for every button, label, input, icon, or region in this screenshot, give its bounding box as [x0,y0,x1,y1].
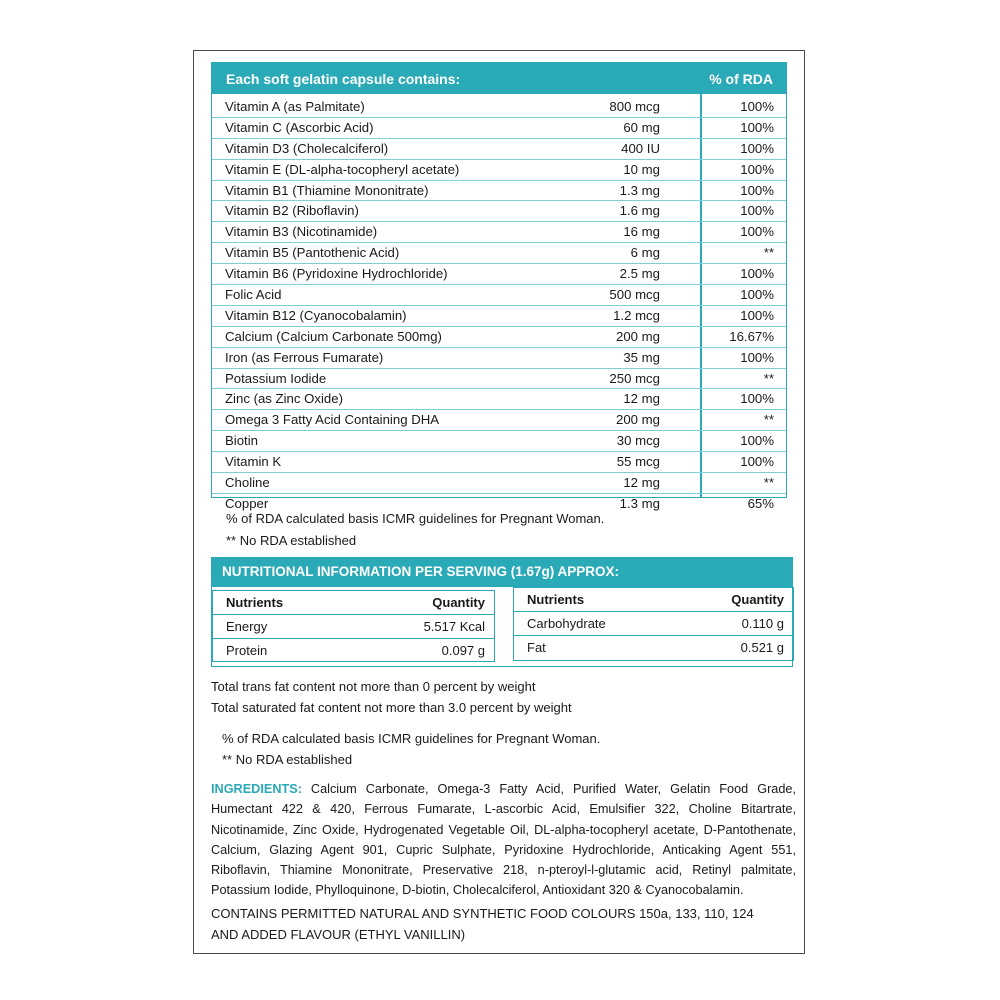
rda-percent: 100% [740,119,774,135]
nutrient-name: Iron (as Ferrous Fumarate) [225,349,384,365]
col-quantity: Quantity [731,592,784,607]
nutrient-name: Vitamin B2 (Riboflavin) [225,203,359,219]
nutrient-name: Choline [225,475,270,491]
rda-percent: 16.67% [729,328,774,344]
table-row [514,636,793,659]
nutrient-qty: 1.3 mg [619,182,660,198]
nutrient-name: Vitamin B5 (Pantothenic Acid) [225,245,400,261]
rda-note-3: % of RDA calculated basis ICMR guidelines for Pregnant Woman. [222,731,601,746]
rda-rows [212,97,786,514]
table-row [212,285,786,306]
nutrient-name: Potassium Iodide [225,370,327,386]
nutrient-qty: 0.097 g [441,643,485,658]
nutrient-name: Copper [225,495,269,511]
table-row [212,139,786,160]
rda-header-left: Each soft gelatin capsule contains: [226,71,461,87]
nutrient-qty: 2.5 mg [619,266,660,282]
nutrient-qty: 400 IU [621,140,660,156]
rda-note-1: % of RDA calculated basis ICMR guidelines for Pregnant Woman. [226,511,605,526]
table-row [514,612,793,636]
nutrient-qty: 200 mg [616,412,660,428]
nutrient-name: Vitamin K [225,454,282,470]
table-row [212,97,786,118]
nutrient-qty: 0.110 g [741,616,784,631]
table-row [514,588,793,612]
rda-percent: 100% [740,99,774,114]
rda-percent: ** [763,370,774,386]
nutrition-section [211,557,793,667]
table-row [212,410,786,431]
ingredients [211,779,796,901]
rda-header-right: % of RDA [709,71,773,87]
table-row [212,181,786,202]
rda-note-2: ** No RDA established [226,533,357,548]
nutrient-qty: 55 mcg [616,454,660,470]
nutrient-name: Folic Acid [225,287,282,303]
table-row [212,348,786,369]
table-row [213,639,494,662]
nutrient-qty: 12 mg [623,475,660,491]
col-nutrients: Nutrients [527,592,585,607]
table-row [212,160,786,181]
trans-fat-note: Total trans fat content not more than 0 percent by weight [211,679,536,694]
rda-percent: 100% [740,161,774,177]
nutrient-qty: 250 mcg [609,370,660,386]
saturated-fat-note: Total saturated fat content not more than 3.0 percent by weight [211,700,572,715]
rda-percent: 100% [740,454,774,470]
nutrient-qty: 30 mcg [616,433,660,449]
nutrient-name: Energy [226,619,268,634]
nutrient-qty: 5.517 Kcal [423,619,485,634]
rda-percent: 100% [740,140,774,156]
nutrient-name: Vitamin B12 (Cyanocobalamin) [225,307,407,323]
table-row [212,369,786,390]
rda-percent: 100% [740,224,774,240]
nutrient-name: Vitamin B1 (Thiamine Mononitrate) [225,182,429,198]
table-row [212,431,786,452]
nutrient-name: Vitamin B6 (Pyridoxine Hydrochloride) [225,266,448,282]
table-row [213,615,494,639]
table-row [212,473,786,494]
nutrient-name: Vitamin A (as Palmitate) [225,99,365,114]
nutrient-qty: 1.6 mg [619,203,660,219]
nutrition-header [212,557,792,587]
nutrient-name: Vitamin E (DL-alpha-tocopheryl acetate) [225,161,460,177]
rda-percent: 100% [740,391,774,407]
nutrition-table-left [212,590,495,662]
rda-table [211,62,787,511]
nutrient-name: Protein [226,643,268,658]
nutrient-qty: 6 mg [630,245,660,261]
rda-percent: 100% [740,266,774,282]
nutrient-name: Fat [527,640,546,655]
nutrient-qty: 12 mg [623,391,660,407]
ingredients-text: Calcium Carbonate, Omega-3 Fatty Acid, Purified Water, Gelatin Food Grade, Humectant 422 & 420, Ferrous Fumarate, L-ascorbic Acid, Emulsifier 322, Choline Bitartrate, Nicotinamide, Zinc Oxide, Hydrogenated Vegetable Oil, DL-alpha-tocopheryl acetate, D-Pantothenate, Calcium, Glazing Agent 901, Cupric Sulphate, Pyridoxine Hydrochloride, Anticaking Agent 551, Riboflavin, Thiamine Mononitrate, Preservative 218, n-pteroyl-l-glutamic acid, Retinyl palmitate, Potassium Iodide, Phylloquinone, D-biotin, Cholecalciferol, Antioxidant 320 & Cyanocobalamin. [211,782,796,898]
nutrient-qty: 10 mg [623,161,660,177]
nutrient-qty: 500 mcg [609,287,660,303]
nutrient-name: Vitamin D3 (Cholecalciferol) [225,140,389,156]
nutrient-qty: 35 mg [623,349,660,365]
rda-percent: 100% [740,182,774,198]
rda-percent: ** [763,412,774,428]
nutrient-name: Zinc (as Zinc Oxide) [225,391,343,407]
table-row [212,452,786,473]
nutrient-qty: 1.2 mcg [613,307,660,323]
rda-percent: ** [763,245,774,261]
rda-percent: ** [763,475,774,491]
rda-percent: 100% [740,349,774,365]
nutrient-qty: 60 mg [623,119,660,135]
col-nutrients: Nutrients [226,595,284,610]
nutrient-qty: 1.3 mg [619,495,660,511]
table-row [212,306,786,327]
nutrient-name: Carbohydrate [527,616,606,631]
colours-note-2: AND ADDED FLAVOUR (ETHYL VANILLIN) [211,927,466,942]
colours-note-1: CONTAINS PERMITTED NATURAL AND SYNTHETIC FOOD COLOURS 150a, 133, 110, 124 [211,906,754,921]
nutrient-qty: 800 mcg [609,99,660,114]
rda-note-4: ** No RDA established [222,752,353,767]
table-row [213,591,494,615]
table-row [212,243,786,264]
nutrient-name: Omega 3 Fatty Acid Containing DHA [225,412,440,428]
rda-percent: 100% [740,307,774,323]
ingredients-label: INGREDIENTS: [211,782,302,796]
table-row [212,222,786,243]
table-row [212,201,786,222]
table-row [212,264,786,285]
table-row [212,118,786,139]
nutrient-name: Biotin [225,433,258,449]
nutrition-table-right [513,587,794,661]
nutrient-qty: 200 mg [616,328,660,344]
nutrient-name: Vitamin B3 (Nicotinamide) [225,224,378,240]
rda-percent: 100% [740,203,774,219]
rda-percent: 100% [740,287,774,303]
nutrition-header-text: NUTRITIONAL INFORMATION PER SERVING (1.67g) APPROX: [222,564,620,579]
nutrient-name: Vitamin C (Ascorbic Acid) [225,119,374,135]
nutrient-qty: 16 mg [623,224,660,240]
col-quantity: Quantity [432,595,485,610]
rda-table-header [212,63,786,94]
table-row [212,389,786,410]
nutrient-qty: 0.521 g [740,640,784,655]
nutrient-name: Calcium (Calcium Carbonate 500mg) [225,328,442,344]
table-row [212,327,786,348]
rda-percent: 65% [747,495,774,511]
rda-percent: 100% [740,433,774,449]
